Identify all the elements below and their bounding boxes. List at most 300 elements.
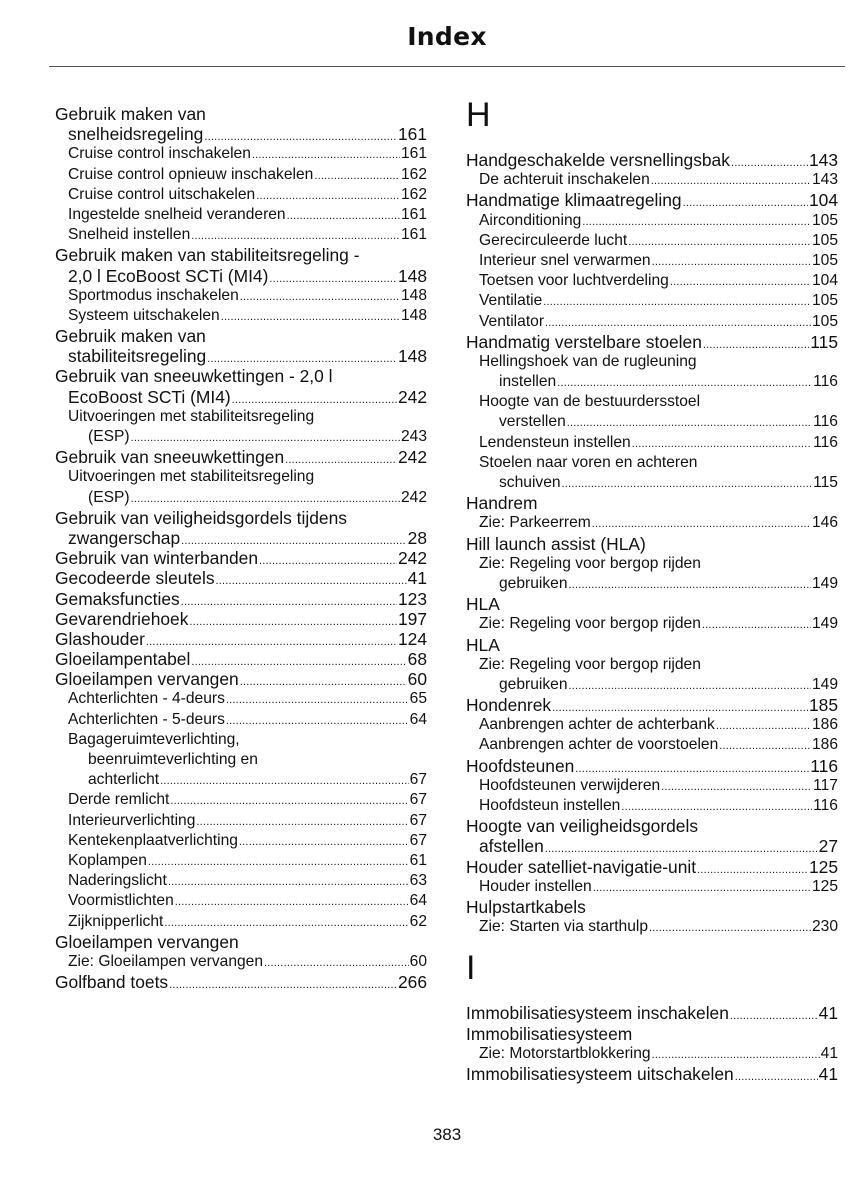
entry-text: Zie: Starten via starthulp <box>479 918 649 936</box>
index-subentry <box>466 211 838 231</box>
dot-leader <box>226 711 409 730</box>
index-subentry <box>55 185 427 205</box>
entry-page-number: 105 <box>811 211 838 229</box>
entry-text: Gebruik maken van stabiliteitsregeling - <box>55 245 360 266</box>
entry-page-number: 146 <box>811 514 838 532</box>
entry-text: zwangerschap <box>68 527 181 548</box>
dot-leader <box>148 852 409 871</box>
entry-text: Cruise control inschakelen <box>68 145 251 163</box>
dot-leader <box>730 1006 818 1023</box>
entry-page-number: 115 <box>813 474 838 491</box>
entry-text: EcoBoost SCTi (MI4) <box>68 386 231 407</box>
entry-text: Handmatig verstelbare stoelen <box>466 331 702 352</box>
entry-page-number: 143 <box>808 150 838 170</box>
entry-text: Uitvoeringen met stabiliteitsregeling <box>68 468 315 486</box>
index-entry <box>466 756 838 776</box>
entry-text: Toetsen voor luchtverdeling <box>479 272 669 290</box>
entry-page-number: 162 <box>400 185 427 203</box>
entry-page-number: 125 <box>811 877 838 895</box>
entry-text: Gerecirculeerde lucht <box>479 231 628 249</box>
entry-text: gebruiken <box>499 574 568 592</box>
entry-text: Immobilisatiesysteem <box>466 1023 633 1044</box>
entry-text: stabiliteitsregeling <box>68 346 207 367</box>
dot-leader <box>575 759 809 776</box>
index-entry <box>55 124 427 144</box>
entry-page-number: 242 <box>397 548 427 569</box>
entry-page-number: 123 <box>397 588 427 609</box>
index-subentry <box>55 851 427 871</box>
entry-page-number: 41 <box>820 1044 838 1062</box>
entry-page-number: 149 <box>811 615 838 633</box>
dot-leader <box>731 153 808 170</box>
dot-leader <box>160 771 409 790</box>
dot-leader <box>287 206 400 225</box>
dot-leader <box>651 171 811 190</box>
entry-text: Hellingshoek van de rugleuning <box>479 352 697 370</box>
index-subentry <box>466 251 838 271</box>
entry-page-number: 104 <box>811 272 838 290</box>
index-subentry <box>466 170 838 190</box>
entry-page-number: 64 <box>409 892 427 910</box>
index-subentry <box>55 770 427 790</box>
index-entry <box>466 493 838 513</box>
entry-text: Airconditioning <box>479 211 582 229</box>
entry-page-number: 116 <box>813 797 838 814</box>
entry-text: Aanbrengen achter de achterbank <box>479 716 715 734</box>
entry-text: Hoofdsteun instellen <box>479 797 621 814</box>
entry-page-number: 64 <box>409 710 427 728</box>
entry-text: Hondenrek <box>466 695 552 716</box>
entry-text: Immobilisatiesysteem uitschakelen <box>466 1063 734 1084</box>
entry-page-number: 63 <box>409 872 427 890</box>
title-divider <box>49 66 845 67</box>
index-subentry <box>466 453 838 473</box>
entry-page-number: 41 <box>407 568 427 589</box>
dot-leader <box>256 186 400 205</box>
index-subentry <box>466 554 838 574</box>
dot-leader <box>191 652 406 669</box>
dot-leader <box>697 860 808 877</box>
index-entry <box>466 150 838 170</box>
index-entry <box>55 387 427 407</box>
index-subentry <box>466 655 838 675</box>
dot-leader <box>545 839 818 856</box>
entry-page-number: 143 <box>811 171 838 189</box>
index-subentry <box>466 614 838 634</box>
index-entry <box>55 568 427 588</box>
dot-leader <box>735 1067 818 1084</box>
entry-page-number: 148 <box>397 265 427 286</box>
entry-page-number: 116 <box>810 755 838 776</box>
dot-leader <box>269 269 397 286</box>
index-subentry <box>55 205 427 225</box>
entry-page-number: 105 <box>811 292 838 310</box>
index-entry <box>55 528 427 548</box>
entry-page-number: 115 <box>810 331 838 352</box>
entry-text: Ventilatie <box>479 292 543 310</box>
entry-text: Interieurverlichting <box>68 811 196 829</box>
entry-page-number: 105 <box>811 312 838 330</box>
entry-text: Gebruik van sneeuwkettingen - 2,0 l <box>55 366 333 387</box>
dot-leader <box>207 349 397 366</box>
entry-text: Cruise control opnieuw inschakelen <box>68 165 314 183</box>
entry-page-number: 116 <box>813 413 838 431</box>
entry-text: Handgeschakelde versnellingsbak <box>466 150 730 170</box>
index-entry <box>466 635 838 655</box>
entry-text: Ingestelde snelheid veranderen <box>68 205 286 223</box>
entry-page-number: 104 <box>808 190 838 211</box>
entry-text: Achterlichten - 4-deurs <box>68 690 225 708</box>
index-subentry <box>466 433 838 453</box>
entry-text: snelheidsregeling <box>68 124 204 145</box>
dot-leader <box>164 913 408 932</box>
index-subentry <box>466 776 838 796</box>
entry-text: gebruiken <box>499 675 568 693</box>
entry-page-number: 148 <box>397 346 427 367</box>
dot-leader <box>716 716 811 735</box>
dot-leader <box>216 571 407 588</box>
dot-leader <box>703 335 809 352</box>
index-subentry <box>55 831 427 851</box>
index-entry <box>55 245 427 265</box>
dot-leader <box>221 307 400 326</box>
entry-page-number: 67 <box>409 771 427 789</box>
entry-text: Gebruik maken van <box>55 104 206 124</box>
page-number: 383 <box>432 1125 462 1144</box>
entry-text: Gebruik van sneeuwkettingen <box>55 447 285 468</box>
entry-page-number: 116 <box>813 433 838 451</box>
index-entry <box>55 629 427 649</box>
index-entry <box>55 104 427 124</box>
index-entry <box>466 897 838 917</box>
index-subentry <box>55 427 427 447</box>
dot-leader <box>131 428 400 447</box>
dot-leader <box>652 252 811 271</box>
dot-leader <box>285 450 397 467</box>
dot-leader <box>557 373 812 392</box>
index-entry <box>466 332 838 352</box>
entry-text: Handmatige klimaatregeling <box>466 190 682 211</box>
entry-page-number: 60 <box>409 952 427 970</box>
entry-page-number: 124 <box>397 628 427 649</box>
entry-page-number: 148 <box>400 306 427 324</box>
entry-page-number: 242 <box>397 386 427 407</box>
index-subentry <box>55 710 427 730</box>
entry-text: Zie: Parkeerrem <box>479 514 591 532</box>
index-subentry <box>466 473 838 493</box>
entry-page-number: 105 <box>811 251 838 269</box>
entry-page-number: 149 <box>811 675 838 693</box>
entry-page-number: 161 <box>400 145 427 163</box>
index-entry <box>466 836 838 856</box>
dot-leader <box>719 736 811 755</box>
entry-text: Hulpstartkabels <box>466 896 586 917</box>
entry-text: Naderingslicht <box>68 872 167 890</box>
entry-text: Cruise control uitschakelen <box>68 185 256 203</box>
index-entry <box>55 609 427 629</box>
index-column-right <box>466 96 838 1084</box>
dot-leader <box>661 777 812 796</box>
index-entry <box>466 857 838 877</box>
index-subentry <box>466 574 838 594</box>
index-subentry <box>466 231 838 251</box>
entry-text: HLA <box>466 594 500 615</box>
entry-page-number: 60 <box>407 669 427 690</box>
entry-text: Uitvoeringen met stabiliteitsregeling <box>68 407 315 425</box>
entry-text: Zie: Motorstartblokkering <box>479 1044 651 1062</box>
entry-text: Stoelen naar voren en achteren <box>479 453 698 471</box>
entry-text: Zie: Regeling voor bergop rijden <box>479 554 701 572</box>
entry-text: instellen <box>499 373 557 391</box>
entry-text: beenruimteverlichting en <box>88 751 258 768</box>
dot-leader <box>569 676 811 695</box>
dot-leader <box>252 145 400 164</box>
dot-leader <box>170 791 408 810</box>
entry-page-number: 162 <box>400 165 427 183</box>
index-subentry <box>55 952 427 972</box>
entry-text: Zie: Gloeilampen vervangen <box>68 952 264 970</box>
page-title: Index <box>407 22 487 51</box>
dot-leader <box>621 797 812 816</box>
index-entry <box>55 649 427 669</box>
dot-leader <box>683 193 808 210</box>
index-subentry <box>466 917 838 937</box>
entry-text: HLA <box>466 634 500 655</box>
index-entry <box>466 534 838 554</box>
entry-text: Interieur snel verwarmen <box>479 251 651 269</box>
dot-leader <box>226 690 409 709</box>
dot-leader <box>232 390 397 407</box>
entry-page-number: 148 <box>400 286 427 304</box>
entry-page-number: 161 <box>397 124 427 145</box>
entry-page-number: 186 <box>811 716 838 734</box>
entry-text: Bagageruimteverlichting, <box>68 730 240 748</box>
dot-leader <box>189 612 397 629</box>
dot-leader <box>204 127 397 144</box>
index-entry <box>55 669 427 689</box>
entry-text: Sportmodus inschakelen <box>68 286 239 304</box>
dot-leader <box>582 212 811 231</box>
index-subentry <box>466 372 838 392</box>
index-subentry <box>466 352 838 372</box>
index-entry <box>55 932 427 952</box>
entry-text: Hill launch assist (HLA) <box>466 533 646 554</box>
entry-page-number: 61 <box>409 851 427 869</box>
entry-text: Gloeilampentabel <box>55 649 191 670</box>
index-subentry <box>466 291 838 311</box>
entry-page-number: 116 <box>813 373 838 391</box>
entry-page-number: 65 <box>409 690 427 708</box>
entry-page-number: 125 <box>808 856 838 877</box>
entry-text: Golfband toets <box>55 972 169 993</box>
dot-leader <box>567 413 812 432</box>
entry-page-number: 230 <box>811 918 838 936</box>
dot-leader <box>314 166 400 185</box>
index-subentry <box>466 513 838 533</box>
section-letter: H <box>466 96 491 134</box>
index-entry <box>55 346 427 366</box>
dot-leader <box>191 226 400 245</box>
index-entry <box>55 326 427 346</box>
index-subentry <box>55 488 427 508</box>
entry-text: 2,0 l EcoBoost SCTi (MI4) <box>68 265 269 286</box>
entry-page-number: 186 <box>811 736 838 754</box>
entry-text: Lendensteun instellen <box>479 433 631 451</box>
entry-page-number: 68 <box>407 649 427 670</box>
entry-text: schuiven <box>499 474 561 491</box>
index-entry <box>55 366 427 386</box>
dot-leader <box>670 272 811 291</box>
entry-text: Gebruik van veiligheidsgordels tijdens <box>55 507 347 528</box>
entry-page-number: 197 <box>397 608 427 629</box>
dot-leader <box>169 975 397 992</box>
dot-leader <box>649 918 811 937</box>
entry-page-number: 41 <box>818 1003 838 1024</box>
dot-leader <box>146 632 397 649</box>
entry-text: afstellen <box>479 836 544 857</box>
entry-text: Derde remlicht <box>68 791 170 809</box>
index-subentry <box>55 891 427 911</box>
index-subentry <box>466 271 838 291</box>
entry-page-number: 117 <box>813 776 838 794</box>
index-subentry <box>466 392 838 412</box>
section-letter: I <box>466 949 476 988</box>
index-entry <box>55 589 427 609</box>
entry-page-number: 185 <box>808 695 838 716</box>
entry-text: Gecodeerde sleutels <box>55 568 215 589</box>
index-subentry <box>55 467 427 487</box>
entry-page-number: 161 <box>400 205 427 223</box>
entry-text: Glashouder <box>55 628 145 649</box>
dot-leader <box>632 434 812 453</box>
entry-page-number: 242 <box>400 488 427 506</box>
dot-leader <box>240 672 407 689</box>
entry-text: Gebruik van winterbanden <box>55 548 259 569</box>
dot-leader <box>593 878 811 897</box>
entry-text: Handrem <box>466 493 538 514</box>
entry-text: Houder satelliet-navigatie-unit <box>466 856 697 877</box>
index-entry <box>466 695 838 715</box>
index-subentry <box>466 715 838 735</box>
entry-text: achterlicht <box>88 771 160 789</box>
entry-page-number: 41 <box>818 1063 838 1084</box>
dot-leader <box>168 872 409 891</box>
entry-text: Snelheid instellen <box>68 226 191 244</box>
dot-leader <box>240 287 400 306</box>
index-subentry <box>466 877 838 897</box>
dot-leader <box>181 592 397 609</box>
entry-text: Gevarendriehoek <box>55 608 189 629</box>
entry-text: Ventilator <box>479 312 545 330</box>
entry-text: Hoofdsteunen verwijderen <box>479 776 661 794</box>
dot-leader <box>543 292 811 311</box>
index-subentry <box>55 165 427 185</box>
dot-leader <box>181 531 407 548</box>
index-subentry <box>466 735 838 755</box>
entry-text: Gemaksfuncties <box>55 588 180 609</box>
entry-page-number: 161 <box>400 226 427 244</box>
entry-page-number: 62 <box>409 912 427 930</box>
dot-leader <box>592 514 811 533</box>
dot-leader <box>702 615 811 634</box>
entry-text: Houder instellen <box>479 877 592 895</box>
entry-page-number: 105 <box>811 231 838 249</box>
entry-text: Aanbrengen achter de voorstoelen <box>479 736 719 754</box>
index-subentry <box>55 790 427 810</box>
entry-text: (ESP) <box>88 428 130 445</box>
entry-page-number: 242 <box>397 447 427 468</box>
index-subentry <box>55 306 427 326</box>
index-entry <box>55 266 427 286</box>
dot-leader <box>552 698 808 715</box>
index-subentry <box>55 912 427 932</box>
index-subentry <box>466 796 838 816</box>
entry-text: Systeem uitschakelen <box>68 306 220 324</box>
dot-leader <box>196 812 408 831</box>
entry-text: Zie: Regeling voor bergop rijden <box>479 655 701 673</box>
index-entry <box>466 594 838 614</box>
entry-page-number: 67 <box>409 791 427 809</box>
entry-text: (ESP) <box>88 488 130 506</box>
index-subentry <box>466 412 838 432</box>
index-entry <box>55 447 427 467</box>
index-subentry <box>55 407 427 427</box>
entry-page-number: 67 <box>409 831 427 849</box>
index-subentry <box>55 750 427 770</box>
entry-text: Gloeilampen vervangen <box>55 931 239 952</box>
index-entry <box>466 1064 838 1084</box>
entry-text: Voormistlichten <box>68 892 174 910</box>
index-subentry <box>55 871 427 891</box>
entry-text: Zijknipperlicht <box>68 912 164 930</box>
index-subentry <box>55 811 427 831</box>
entry-page-number: 266 <box>397 972 427 993</box>
index-entry <box>55 508 427 528</box>
dot-leader <box>131 489 400 508</box>
index-subentry <box>55 286 427 306</box>
index-subentry <box>466 1044 838 1064</box>
dot-leader <box>652 1045 820 1064</box>
dot-leader <box>628 232 811 251</box>
entry-text: Gloeilampen vervangen <box>55 669 239 690</box>
index-subentry <box>55 689 427 709</box>
entry-text: Immobilisatiesysteem inschakelen <box>466 1003 729 1024</box>
dot-leader <box>259 551 397 568</box>
index-subentry <box>466 675 838 695</box>
index-subentry <box>55 225 427 245</box>
entry-text: verstellen <box>499 413 566 431</box>
entry-page-number: 27 <box>818 836 838 857</box>
index-entry <box>466 1003 838 1023</box>
entry-text: Zie: Regeling voor bergop rijden <box>479 615 701 633</box>
index-subentry <box>55 730 427 750</box>
dot-leader <box>545 313 811 332</box>
entry-text: Koplampen <box>68 851 147 869</box>
entry-text: Achterlichten - 5-deurs <box>68 710 225 728</box>
dot-leader <box>175 892 409 911</box>
entry-text: Hoogte van de bestuurdersstoel <box>479 393 701 411</box>
index-subentry <box>466 312 838 332</box>
index-entry <box>466 190 838 210</box>
entry-text: Hoogte van veiligheidsgordels <box>466 816 699 837</box>
dot-leader <box>569 575 811 594</box>
entry-page-number: 28 <box>407 527 427 548</box>
dot-leader <box>239 832 409 851</box>
index-entry <box>55 548 427 568</box>
entry-page-number: 149 <box>811 574 838 592</box>
entry-page-number: 67 <box>409 811 427 829</box>
index-column-left <box>55 104 427 992</box>
